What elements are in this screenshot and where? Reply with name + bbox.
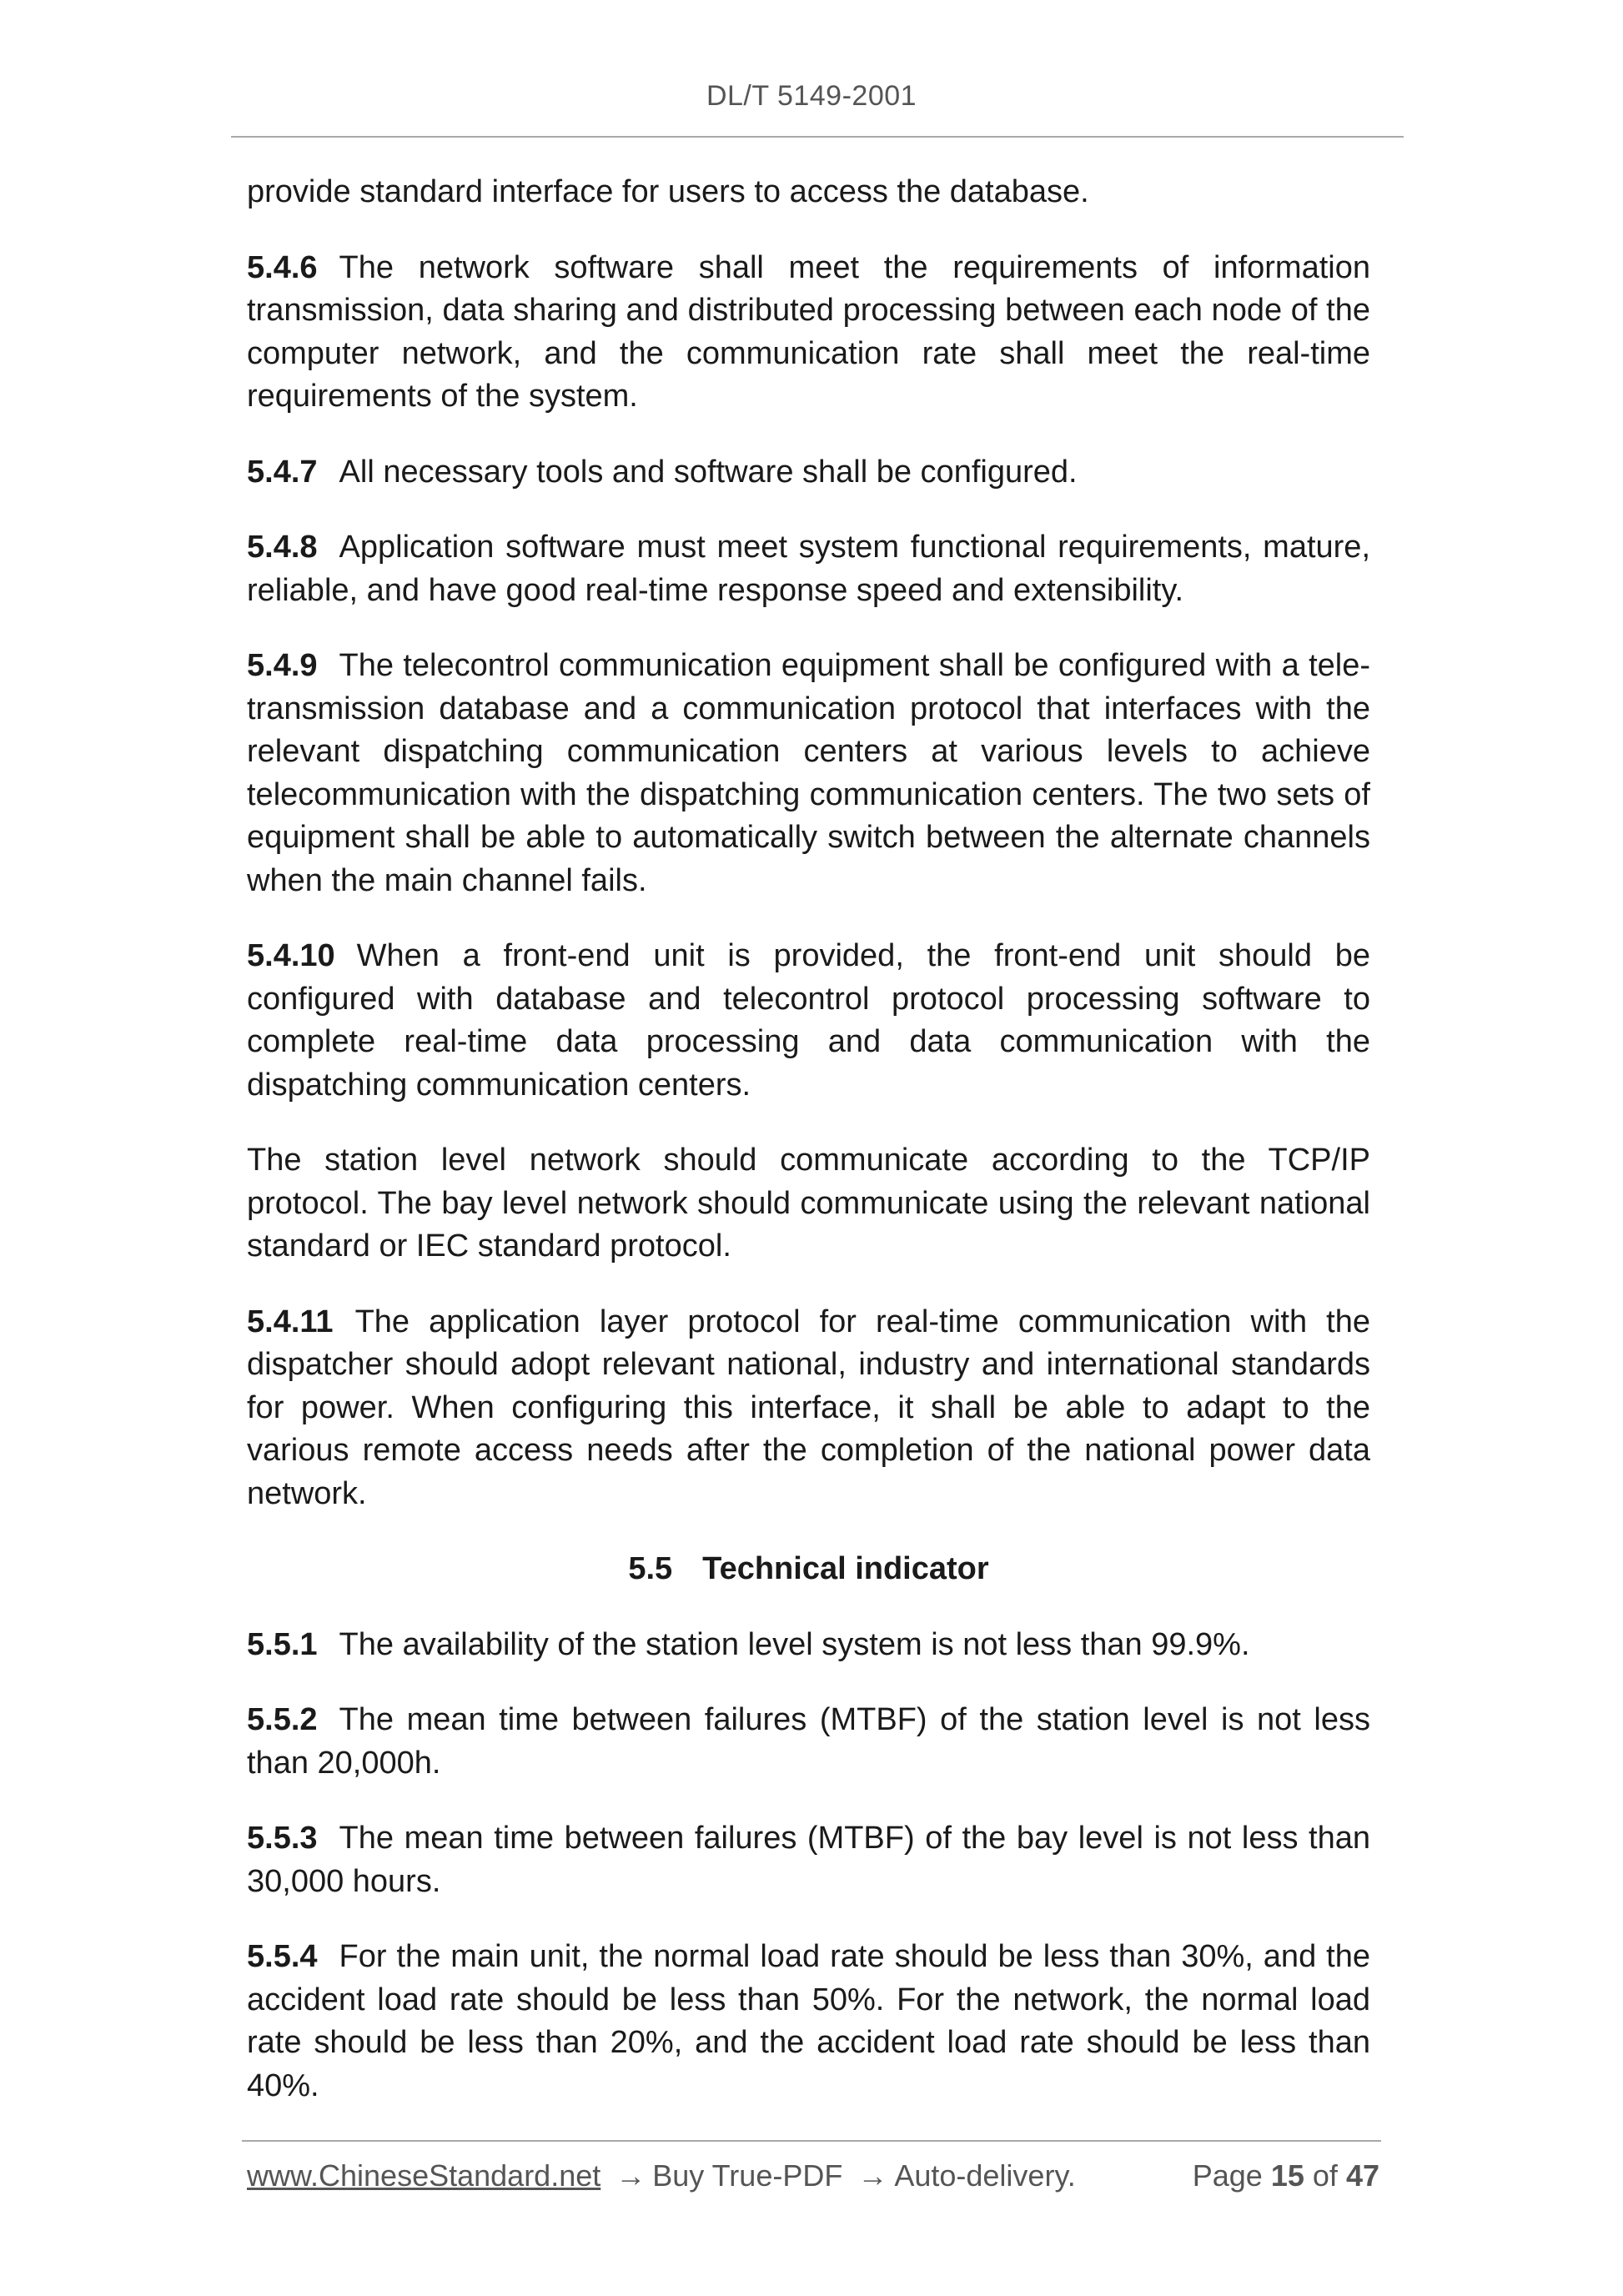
- page-footer: [247, 2158, 1379, 2200]
- page-header: [0, 80, 1623, 113]
- arrow-right-icon: →: [616, 2158, 646, 2193]
- clause-text: The application layer protocol for real-time communication with the dispatcher should adopt relevant national, industry and international standards for power. When configuring this interface, it shall be able to adapt to the various remote access needs after the completion of the national power data network.: [247, 1304, 1370, 1511]
- clause-5-5-3: [247, 1817, 1370, 1903]
- page-label: Page: [1192, 2158, 1263, 2193]
- clause-5-5-2: [247, 1699, 1370, 1785]
- clause-number: 5.5.2: [247, 1702, 318, 1737]
- paragraph-text: The station level network should communicate according to the TCP/IP protocol. The bay level network should communicate using the relevant national standard or IEC standard protocol.: [247, 1143, 1370, 1264]
- clause-number: 5.5.3: [247, 1821, 318, 1856]
- delivery-text: Auto-delivery.: [894, 2158, 1076, 2193]
- clause-5-4-6: [247, 247, 1370, 419]
- clause-number: 5.4.6: [247, 249, 318, 285]
- header-divider: [231, 136, 1404, 138]
- paragraph: [247, 1139, 1370, 1269]
- clause-text: The network software shall meet the requirements of information transmission, data sharing and distributed processing between each node of the computer network, and the communication rate shall meet the real-time requirements of the system.: [247, 249, 1370, 414]
- document-body: [247, 171, 1370, 2140]
- clause-5-5-1: [247, 1624, 1370, 1667]
- page-indicator: [1193, 2158, 1379, 2193]
- document-id: DL/T 5149-2001: [706, 80, 917, 112]
- clause-text: The mean time between failures (MTBF) of the bay level is not less than 30,000 hours.: [247, 1821, 1370, 1899]
- clause-number: 5.4.10: [247, 938, 335, 973]
- clause-5-4-8: [247, 526, 1370, 612]
- clause-text: The availability of the station level system is not less than 99.9%.: [339, 1626, 1250, 1662]
- section-title: Technical indicator: [702, 1551, 989, 1586]
- paragraph: [247, 171, 1370, 214]
- clause-5-5-4: [247, 1936, 1370, 2108]
- footer-promo: [247, 2158, 1076, 2193]
- clause-5-4-7: [247, 451, 1370, 495]
- clause-text: Application software must meet system functional requirements, mature, reliable, and have good real-time response speed and extensibility.: [247, 530, 1370, 608]
- section-number: 5.5: [628, 1551, 673, 1586]
- page-current: 15: [1270, 2158, 1304, 2193]
- clause-text: The telecontrol communication equipment shall be configured with a tele-transmission database and a communication protocol that interfaces with the relevant dispatching communication centers at various levels to achieve telecommunication with the dispatching communication centers. The two sets of equipment shall be able to automatically switch between the alternate channels when the main channel fails.: [247, 648, 1370, 898]
- buy-text: Buy True-PDF: [652, 2158, 843, 2193]
- clause-text: When a front-end unit is provided, the front-end unit should be configured with database and telecontrol protocol processing software to complete real-time data processing and data communication with the dispatching communication centers.: [247, 938, 1370, 1103]
- section-heading: [247, 1548, 1370, 1591]
- clause-number: 5.5.1: [247, 1626, 318, 1662]
- clause-number: 5.4.11: [247, 1304, 334, 1339]
- clause-text: For the main unit, the normal load rate should be less than 30%, and the accident load rate should be less than 50%. For the network, the normal load rate should be less than 20%, and the accident load rate should be less than 40%.: [247, 1939, 1370, 2103]
- clause-number: 5.4.8: [247, 530, 318, 565]
- clause-5-4-10: [247, 935, 1370, 1107]
- clause-5-4-9: [247, 645, 1370, 902]
- clause-text: The mean time between failures (MTBF) of the station level is not less than 20,000h.: [247, 1702, 1370, 1781]
- clause-number: 5.4.7: [247, 454, 318, 490]
- clause-number: 5.4.9: [247, 648, 318, 683]
- footer-divider: [242, 2140, 1381, 2142]
- paragraph-text: provide standard interface for users to access the database.: [247, 174, 1089, 209]
- clause-5-4-11: [247, 1301, 1370, 1516]
- website-link[interactable]: www.ChineseStandard.net: [247, 2158, 601, 2193]
- clause-text: All necessary tools and software shall be configured.: [339, 454, 1078, 490]
- arrow-right-icon: →: [857, 2158, 888, 2193]
- of-label: of: [1312, 2158, 1338, 2193]
- page-total: 47: [1345, 2158, 1379, 2193]
- clause-number: 5.5.4: [247, 1939, 318, 1974]
